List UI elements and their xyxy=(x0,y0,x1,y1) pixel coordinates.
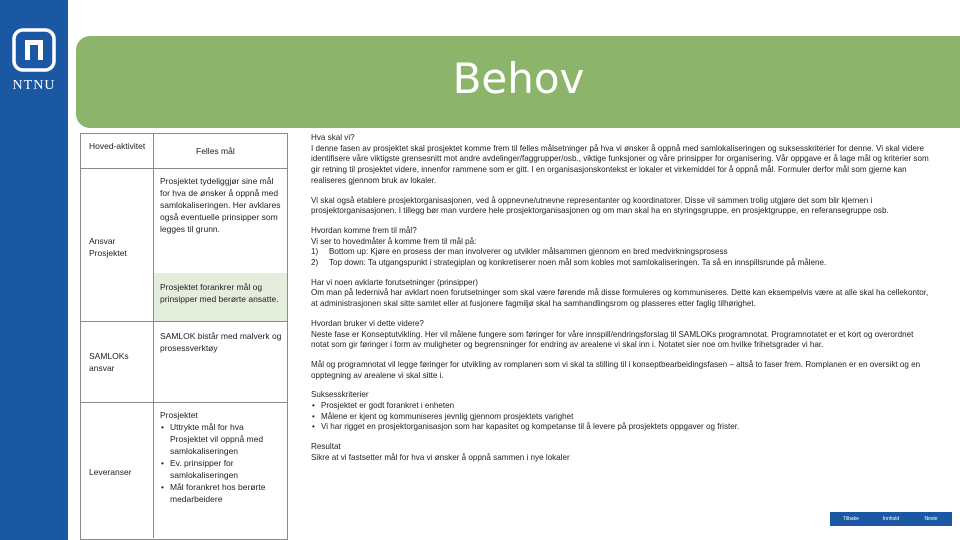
row-label: SAMLOKs ansvar xyxy=(89,351,129,373)
deliverables-content xyxy=(160,409,283,505)
table-content-cell xyxy=(154,169,287,321)
list-item xyxy=(311,247,931,258)
paragraph: Mål og programnotat vil legge føringer for utvikling av romplanen som vi skal ta stilling til i konseptbearbeidingsfasen – altså to faser frem. Romplanen er en oversikt og en opptegning av arealene vi skal sitte i. xyxy=(311,359,921,380)
page-title: Behov xyxy=(452,54,585,103)
description-text xyxy=(311,133,931,464)
row-label: Hoved-aktivitet xyxy=(89,141,146,151)
item-text: Top down: Ta utgangspunkt i strategiplan og konkretiserer noen mål som kobles mot samlokaliseringen. Ta så en innspillsrunde på målene. xyxy=(329,258,827,268)
next-button[interactable]: Neste xyxy=(910,512,952,526)
back-button[interactable]: Tilbake xyxy=(830,512,872,526)
activity-table xyxy=(80,133,288,540)
item-number: 1) xyxy=(311,247,319,257)
table-content-cell xyxy=(154,134,287,168)
paragraph: Vi ser to hovedmåter å komme frem til mål på: xyxy=(311,236,477,246)
paragraph: Neste fase er Konseptutvikling. Her vil målene fungere som føringer for våre innspill/endringsforslag til SAMLOKs programnotat. Programnotatet er et kort og overordnet notat som gir føringer i form av muligheter og begrensninger for endring av arealene vi skal inn i. Notatet sier noe om hvilke frihetsgrader vi har. xyxy=(311,329,914,350)
list-item: • Uttrykte mål for hva Prosjektet vil oppnå med samlokaliseringen xyxy=(170,421,283,457)
table-content-cell xyxy=(154,403,287,538)
list-item: • Vi har rigget en prosjektorganisasjon som har kapasitet og kompetanse til å levere på prosjektets oppgaver og frister. xyxy=(311,422,931,433)
list-item: • Ev. prinsipper for samlokaliseringen xyxy=(170,457,283,481)
paragraph: Vi skal også etablere prosjektorganisasjonen, ved å oppnevne/utnevne representanter og koordinatorer. Disse vil sammen trolig utgjøre det som blir kjernen i prosjektorganisasjonen. I tillegg bør man vurdere hele prosjektorganisasjonen og om man skal ha en styringsgruppe, en prosjektgruppe, en referansegruppe osb. xyxy=(311,195,889,216)
list-item: • Mål forankret hos berørte medarbeidere xyxy=(170,481,283,505)
row-label: Ansvar Prosjektet xyxy=(89,236,127,258)
section-heading: Hvordan bruker vi dette videre? xyxy=(311,318,424,328)
paragraph: Om man på ledernivå har avklart noen forutsetninger som skal være førende må disse formuleres og kommuniseres. Dette kan eksempelvis være at alle skal ha cellekontor, at administrasjonen skal sitte samlet eller at fusjonere fagmiljø skal ha samhandlingsrom og plasseres etter faglig tilhørighet. xyxy=(311,288,929,309)
row-content-secondary: Prosjektet forankrer mål og prinsipper med berørte ansatte. xyxy=(160,282,279,304)
brand-sidebar xyxy=(0,0,68,540)
table-content-cell xyxy=(154,322,287,402)
paragraph: I denne fasen av prosjektet skal prosjektet komme frem til felles målsetninger på hva vi ønsker å oppnå med samlokaliseringen og suksesskriterier for denne. Vi skal videre identifisere våre viktigste grensesnitt mot andre avdelinger/faggrupper/osb., viktige funksjoner og våre prinsipper for organisering. Vår oppgave er å lage mål og kriterier som gir retning til prosjektet videre, innenfor rammene som er gitt. I en organisasjonskontekst er lokaler et virkemiddel for å oppnå mål. Formuler derfor mål som gjerne kan realiseres gjennom bruk av lokaler. xyxy=(311,143,929,185)
section-heading: Hva skal vi? xyxy=(311,133,355,142)
table-label-cell xyxy=(81,169,154,321)
table-row xyxy=(81,322,287,403)
table-row xyxy=(81,169,287,322)
item-number: 2) xyxy=(311,258,319,268)
row-content: Felles mål xyxy=(196,146,235,156)
table-row xyxy=(81,403,287,538)
row-label: Leveranser xyxy=(89,467,132,477)
table-label-cell xyxy=(81,134,154,168)
table-row xyxy=(81,134,287,169)
paragraph: Sikre at vi fastsetter mål for hva vi ønsker å oppnå sammen i nye lokaler xyxy=(311,452,570,462)
table-label-cell xyxy=(81,322,154,402)
row-content: SAMLOK bistår med malverk og prosessverktøy xyxy=(160,331,282,353)
list-item: • Målene er kjent og kommuniseres jevnlig gjennom prosjektets varighet xyxy=(311,412,931,423)
deliverables-list xyxy=(160,421,283,505)
list-item: • Prosjektet er godt forankret i enheten xyxy=(311,401,931,412)
section-heading: Resultat xyxy=(311,442,341,452)
row-content: Prosjektet tydeliggjør sine mål for hva de ønsker å oppnå med samlokaliseringen. Her avklares også eventuelle prinsipper som legges til grunn. xyxy=(160,176,281,234)
title-banner xyxy=(76,36,960,128)
shaded-block xyxy=(154,273,287,321)
item-text: Bottom up: Kjøre en prosess der man involverer og utvikler målsammen gjennom en bred medvirkningsprosess xyxy=(329,247,728,257)
section-heading: Har vi noen avklarte forutsetninger (prinsipper) xyxy=(311,277,478,287)
section-heading: Suksesskriterier xyxy=(311,390,369,400)
table-label-cell xyxy=(81,403,154,538)
section-heading: Hvordan komme frem til mål? xyxy=(311,225,417,235)
list-item xyxy=(311,258,931,269)
contents-button[interactable]: Innhold xyxy=(870,512,912,526)
deliverables-title: Prosjektet xyxy=(160,410,198,420)
logo-text: NTNU xyxy=(12,78,56,93)
